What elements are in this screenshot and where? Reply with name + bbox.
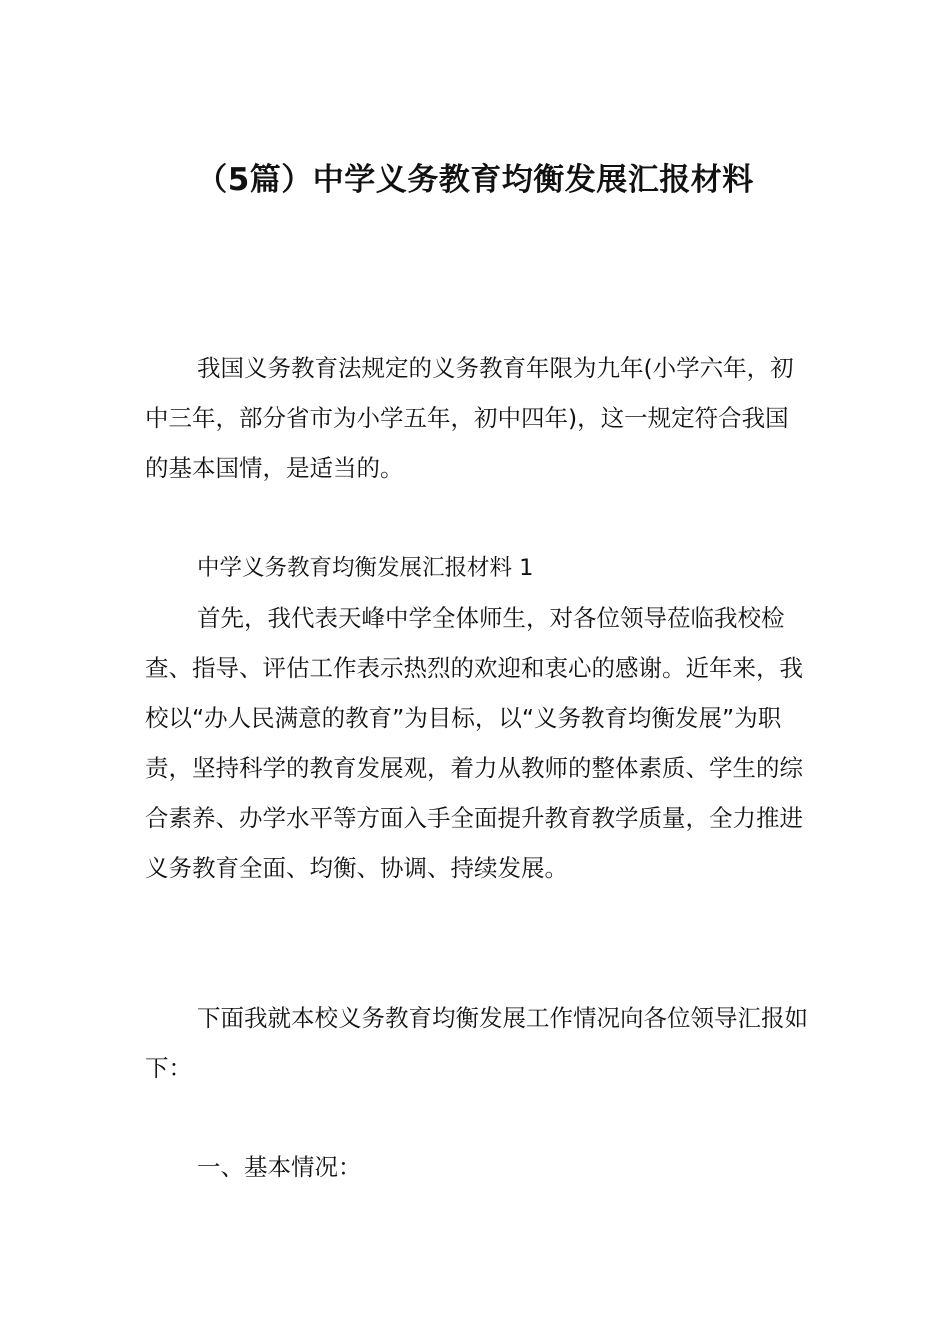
document-title: （5篇）中学义务教育均衡发展汇报材料: [196, 162, 754, 198]
paragraph-opening: 首先，我代表天峰中学全体师生，对各位领导莅临我校检查、指导、评估工作表示热烈的欢迎和衷心的感谢。近年来，我校以“办人民满意的教育”为目标，以“义务教育均衡发展”为职责，坚持科学的教育发展观，着力从教师的整体素质、学生的综合素养、办学水平等方面入手全面提升教育教学质量，全力推进义务教育全面、均衡、协调、持续发展。: [145, 604, 803, 882]
paragraph-intro: 我国义务教育法规定的义务教育年限为九年(小学六年，初中三年，部分省市为小学五年，初中四年)，这一规定符合我国的基本国情，是适当的。: [145, 354, 794, 482]
section-heading-1: 中学义务教育均衡发展汇报材料 1: [197, 555, 534, 581]
paragraph-report-intro: 下面我就本校义务教育均衡发展工作情况向各位领导汇报如下：: [145, 1004, 808, 1082]
section-heading-basic: 一、基本情况：: [197, 1153, 362, 1181]
